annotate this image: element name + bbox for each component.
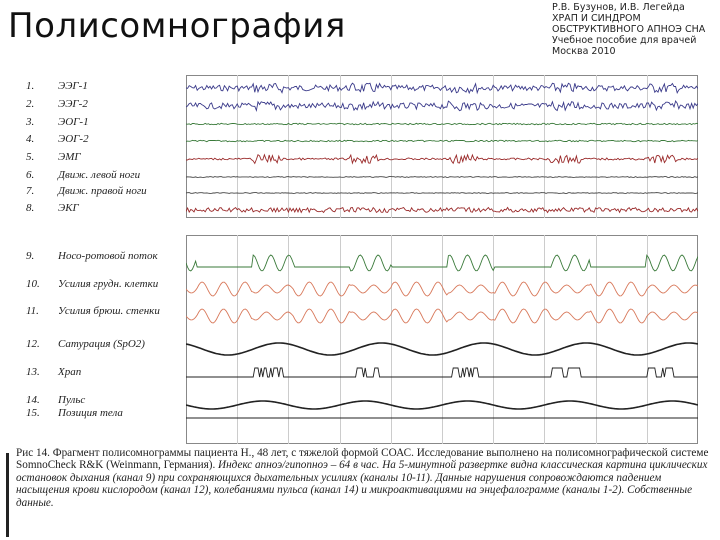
channel-labels (26, 72, 186, 445)
reference-title-line2: ОБСТРУКТИВНОГО АПНОЭ СНА (552, 24, 706, 35)
channel-label-6: 6. Движ. левой ноги (26, 169, 141, 181)
channel-label-2: 2. ЭЭГ-2 (26, 98, 88, 110)
reference-title-line1: ХРАП И СИНДРОМ (552, 13, 641, 24)
channel-label-1: 1. ЭЭГ-1 (26, 80, 88, 92)
channel-label-13: 13. Храп (26, 366, 82, 378)
caption-index: Индекс апноэ/гипопноэ – 64 в час. (218, 459, 380, 472)
reference-subtitle: Учебное пособие для врачей (552, 35, 697, 46)
channel-label-10: 10. Усилия грудн. клетки (26, 278, 159, 290)
channel-label-7: 7. Движ. правой ноги (26, 185, 147, 197)
caption-bar (6, 453, 9, 537)
polysomnogram-traces (186, 75, 698, 445)
channel-label-14: 14. Пульс (26, 394, 86, 406)
reference-authors: Р.В. Бузунов, И.В. Легейда (552, 2, 685, 13)
channel-label-4: 4. ЭОГ-2 (26, 133, 89, 145)
trace-channel-6 (186, 177, 698, 178)
channel-label-5: 5. ЭМГ (26, 151, 81, 163)
channel-label-3: 3. ЭОГ-1 (26, 116, 89, 128)
figure-caption (0, 443, 720, 540)
channel-label-15: 15. Позиция тела (26, 407, 123, 419)
channel-label-9: 9. Носо-ротовой поток (26, 250, 158, 262)
caption-heading: Рис 14. Фрагмент полисомнограммы пациента Н., 48 лет, с тяжелой формой СОАС. Исследование выполнено на полисомнографической системе SomnoCheck R&K (Weinmann, Германия). (16, 447, 709, 472)
caption-body: На 5-минутной развертке видна классическая картина циклических остановок дыхания (канал 9) при сохраняющихся дыхательных усилиях (каналы 10-11). Данные нарушения сопровождаются падением насыщения крови кислородом (канал 12), колебаниями пульса (канал 14) и микроактивациями на энцефалограмме (каналы 1-2). Собственные данные. (16, 459, 708, 509)
channel-label-11: 11. Усилия брюш. стенки (26, 305, 160, 317)
reference-city-year: Москва 2010 (552, 46, 616, 57)
slide-title: Полисомнография (8, 6, 346, 46)
channel-label-12: 12. Сатурация (SpO2) (26, 338, 145, 350)
channel-label-8: 8. ЭКГ (26, 202, 79, 214)
book-reference (552, 2, 718, 57)
trace-channel-7 (186, 193, 698, 194)
